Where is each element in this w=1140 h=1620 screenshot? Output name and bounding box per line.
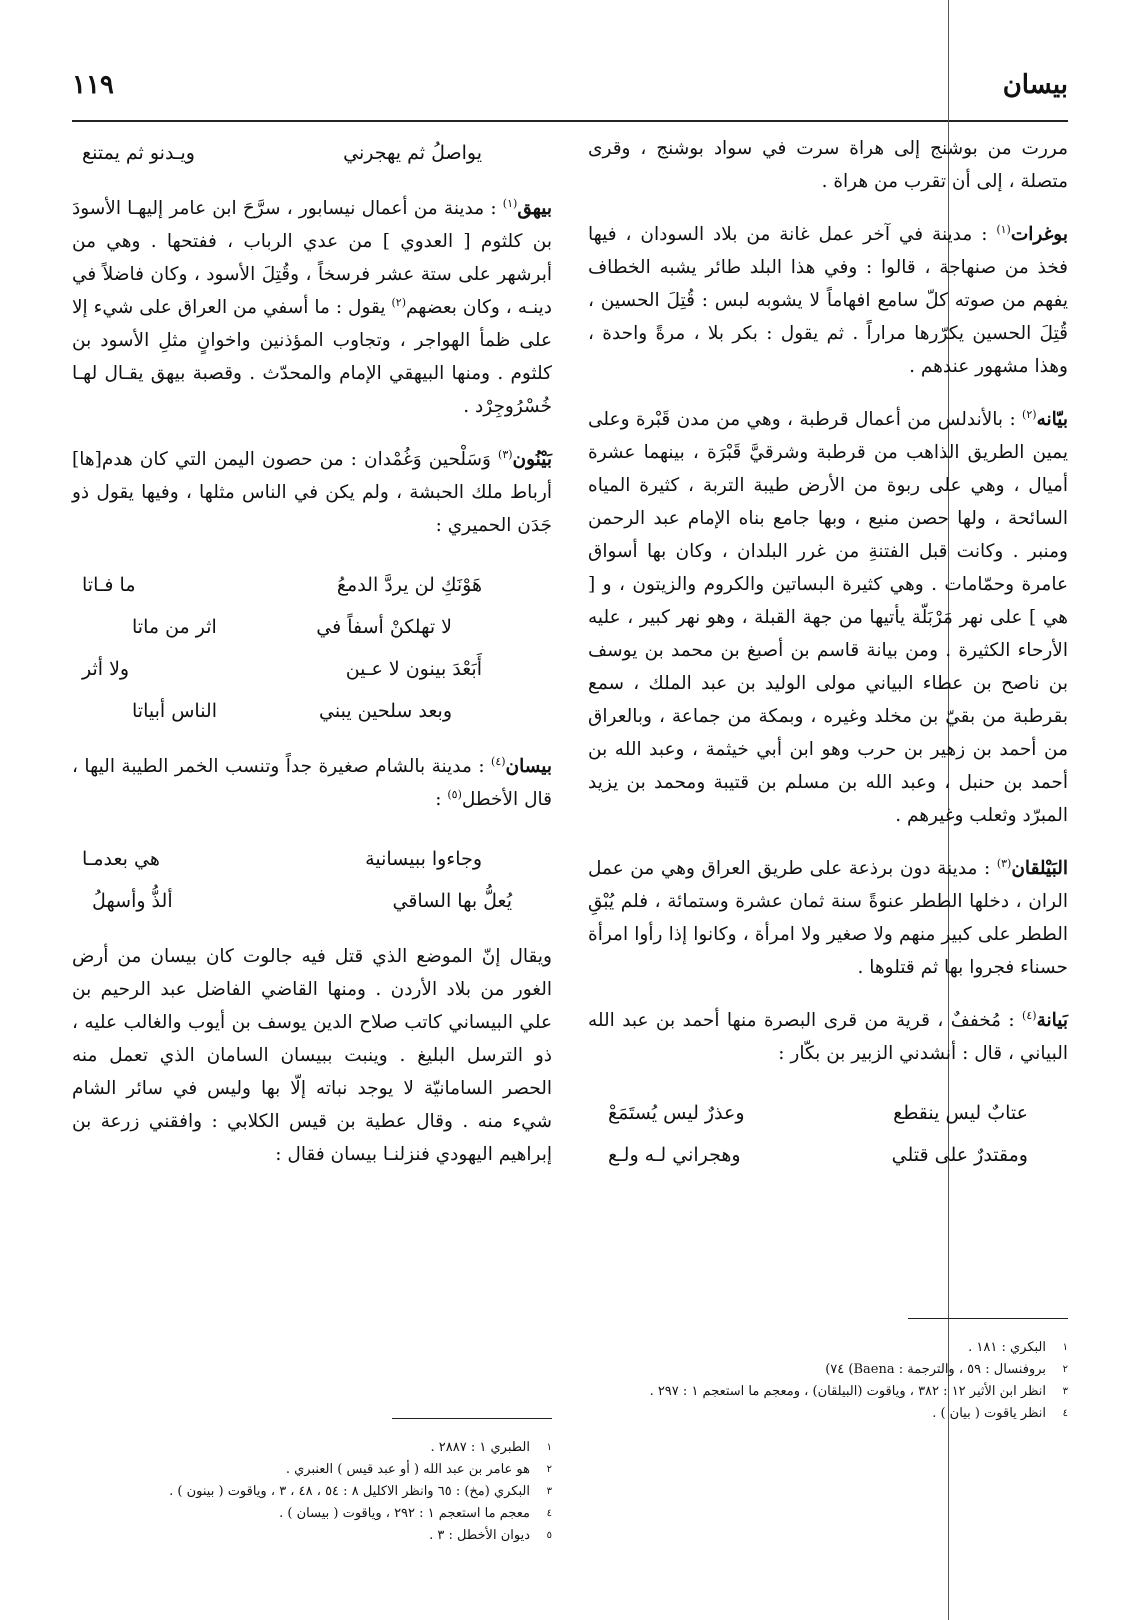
footnote-text: البكري : ١٨١ . [968, 1340, 1046, 1355]
footnote [72, 1503, 552, 1525]
hemistich: اثر من ماتا [132, 616, 217, 638]
footnote-number: ٢ [546, 1464, 552, 1475]
hemistich: ألذُّ وأسهلُ [92, 890, 173, 912]
verse-line [72, 690, 552, 732]
footnote-marker: (٣) [996, 856, 1012, 870]
hemistich: عتابٌ ليس ينقطع [893, 1102, 1028, 1124]
page-number: ١١٩ [72, 70, 114, 100]
header-rule [72, 120, 1068, 122]
entry-text: : بالأندلس من أعمال قرطبة ، وهي من مدن قَبْرة وعلى يمين الطريق الذاهب من قرطبة وشرقيَّ قَبْرَة ، بينهما عشرة أميال ، وهي على ربوة من الأرض طيبة التربة ، كثيرة المياه السائحة ، ولها حصن منيع ، وبها جامع بناه الإمام عبد الرحمن ومنبر . وكانت قبل الفتنةِ من غرر البلدان ، وكان بها أسواق عامرة وحمّامات . وهي كثيرة البساتين والكروم والزيتون ، و [ هي ] على نهر مَرْبَلّة يأتيها من جهة القبلة ، وهو نهر كبير ، عليه الأرحاء الكثيرة . ومن بيانة قاسم بن أصبغ بن محمد بن يوسف بن ناصح بن عطاء البياني مولى الوليد بن عبد الملك ، سمع بقرطبة من بقيّ بن مخلد وغيره ، وبمكة من جماعة ، وبالعراق من أحمد بن زهير بن حرب وهو ابن أبي خيثمة ، وعبد الله بن أحمد بن حنبل ، وعبد الله بن مسلم بن قتيبة ومحمد بن يزيد المبرّد وثعلب وغيرهم . [588, 409, 1068, 826]
hemistich: ما فـاتا [82, 574, 136, 596]
entry-text: : مدينة دون برذعة على طريق العراق وهي من عمل الران ، دخلها الططر عنوةً سنة ثمان عشرة وستمائة ، فلم يُبْقِ الططر على كبير منهم ولا صغير ولا امرأة ، وكانوا إذا رأوا امرأة حسناء فجروا بها ثم قتلوها . [588, 858, 1068, 978]
poem-verse [72, 132, 552, 174]
footnote-number: ٣ [546, 1486, 552, 1497]
hemistich: وجاءوا ببيسانية [365, 848, 482, 870]
footnote-number: ٥ [546, 1530, 552, 1541]
footnote-text: ديوان الأخطل : ٣ . [429, 1528, 530, 1543]
footnote [72, 1437, 552, 1459]
running-title: بيسان [1002, 70, 1068, 100]
poem-verse [588, 1092, 1068, 1176]
entry-bayyana [588, 403, 1068, 832]
hemistich: الناس أبياتا [132, 700, 217, 722]
footnote-text: معجم ما استعجم ١ : ٢٩٢ ، وياقوت ( بيسان ) . [279, 1506, 530, 1521]
entry-headword: بيهق [517, 198, 552, 219]
footnote [588, 1337, 1068, 1359]
entry-text: : مدينة بالشام صغيرة جداً وتنسب الخمر الطيبة اليها ، قال الأخطل [72, 756, 552, 810]
footnote [588, 1403, 1068, 1425]
footnote-number: ٤ [546, 1508, 552, 1519]
footnote-marker: (٥) [447, 787, 462, 801]
hemistich: هَوْنَكِ لن يردَّ الدمعُ [336, 574, 482, 596]
footnote-text: البكري (مخ) : ٦٥ وانظر الاكليل ٨ : ٥٤ ، ٤٨ ، ٣ ، وياقوت ( بينون ) . [169, 1484, 530, 1499]
hemistich: لا تهلكنْ أسفاً في [316, 616, 452, 638]
footnote-text: انظر ابن الأثير ١٢ : ٣٨٢ ، وياقوت (البيلقان) ، ومعجم ما استعجم ١ : ٢٩٧ . [649, 1384, 1046, 1399]
footnote-number: ١ [1062, 1342, 1068, 1353]
hemistich: هي بعدمـا [82, 848, 160, 870]
footnote-marker: (٢) [1022, 407, 1037, 421]
footnote-number: ٤ [1062, 1408, 1068, 1419]
footnote [72, 1525, 552, 1547]
footnote-marker: (٤) [1022, 1008, 1037, 1022]
footnote-number: ٣ [1062, 1386, 1068, 1397]
entry-text: وَسَلْحين وَغُمْدان : من حصون اليمن التي كان هدم[ها] أرباط ملك الحبشة ، ولم يكن في الناس مثلها ، وفيها يقول ذو جَدَن الحميري : [72, 449, 552, 536]
hemistich: يواصلُ ثم يهجرني [343, 142, 482, 164]
hemistich: وهجراني لـه ولـع [608, 1144, 741, 1166]
verse-line [72, 606, 552, 648]
paragraph-baysan-continued: ويقال إنّ الموضع الذي قتل فيه جالوت كان بيسان من أرض الغور من بلاد الأردن . ومنها القاضي الفاضل عبد الرحيم بن علي البيساني كاتب صلاح الدين يوسف بن أيوب والغالب عليه ، ذو الترسل البليغ . وينبت ببيسان السامان الذي تعمل منه الحصر السامانيّة لا يوجد نباته إلّا بها وليس في سائر الشام شيء منه . وقال عطية بن قيس الكلابي : وافقني زرعة بن إبراهيم اليهودي فنزلنـا بيسان فقال : [72, 946, 552, 1165]
verse-line [72, 132, 552, 174]
footnote-text: انظر ياقوت ( بيان ) . [932, 1406, 1046, 1421]
entry-bughrat [588, 218, 1068, 383]
entry-headword: بيّانه [1036, 409, 1068, 430]
entry-text: : مدينة من أعمال نيسابور ، سرَّحَ ابن عامر إليهـا الأسودَ بن كلثوم [ العدوي ] من عدي الرباب ، ففتحها . وهي من أبرشهر على ستة عشر فرسخاً ، وقُتِلَ الأسود ، وكان فاضلاً في دينـه ، وكان بعضهم [72, 198, 553, 318]
footnote-text: بروفنسال : ٥٩ ، والترجمة : Baena) ٧٤) [825, 1362, 1046, 1377]
entry-baynun [72, 443, 552, 542]
entry-text: : [435, 789, 448, 810]
footnote-text: الطبري ١ : ٢٨٨٧ . [430, 1440, 530, 1455]
entry-headword: بوغرات [1010, 224, 1068, 245]
hemistich: وبعد سلحين يبني [319, 700, 452, 722]
hemistich: ومقتدرٌ على قتلي [891, 1144, 1028, 1166]
hemistich: ولا أثر [82, 658, 130, 680]
entry-bayana [588, 1004, 1068, 1070]
footnote-marker: (٢) [391, 295, 406, 309]
entry-headword: البَيْلقان [1011, 858, 1068, 879]
footnote-marker: (١) [996, 222, 1011, 236]
footnote-rule [908, 1318, 1068, 1319]
footnote-rule [392, 1418, 552, 1419]
entry-baylaqan [588, 852, 1068, 984]
footnote [72, 1459, 552, 1481]
right-column [588, 132, 1068, 1194]
footnote [72, 1481, 552, 1503]
entry-headword: بيسان [505, 756, 552, 777]
entry-text: يقول : ما أسفي من العراق على شيء إلا على ظمأ الهواجر ، وتجاوب المؤذنين واخوانٍ مثلِ الأسود بن كلثوم . ومنها البيهقي الإمام والمحدّث . وقصبة بيهق يقـال لهـا خُسْرُوجِرْد . [72, 297, 552, 417]
hemistich: أَبَعْدَ بينون لا عـين [345, 658, 482, 680]
poem-verse [72, 564, 552, 732]
hemistich: وعذرٌ ليس يُستَمَعْ [608, 1102, 745, 1124]
footnote [588, 1359, 1068, 1381]
verse-line [72, 564, 552, 606]
footnote [588, 1381, 1068, 1403]
entry-headword: بَيانة [1036, 1010, 1068, 1031]
footnote-number: ٢ [1062, 1364, 1068, 1375]
poem-verse [72, 838, 552, 922]
verse-line [588, 1134, 1068, 1176]
footnote-marker: (٣) [498, 447, 513, 461]
footnote-text: هو عامر بن عبد الله ( أو عبد قيس ) العنبري . [285, 1462, 530, 1477]
footnote-number: ١ [546, 1442, 552, 1453]
verse-line [72, 838, 552, 880]
entry-bayhaq [72, 192, 552, 423]
entry-text: : مدينة في آخر عمل غانة من بلاد السودان ، فيها فخذ من صنهاجة ، قالوا : وفي هذا البلد طائر يشبه الخطاف يفهم من صوته كلّ سامع افهاماً لا يشوبه لبس : قُتِلَ الحسين ، قُتِلَ الحسين يكرّرها مراراً . ثم يقول : بكر بلا ، مرةً واحدة ، وهذا مشهور عندهم . [588, 224, 1068, 377]
hemistich: ويـدنو ثم يمتنع [82, 142, 195, 164]
footnote-marker: (٤) [491, 754, 506, 768]
verse-line [72, 648, 552, 690]
verse-line [72, 880, 552, 922]
page-header [72, 70, 1068, 104]
footnotes-left [72, 1418, 552, 1547]
footnote-marker: (١) [502, 196, 518, 210]
entry-baysan [72, 750, 552, 816]
left-column [72, 132, 552, 1191]
entry-headword: بَيْنُون [512, 449, 552, 470]
footnotes-right [588, 1318, 1068, 1425]
paragraph-continuation: مررت من بوشنج إلى هراة سرت في سواد بوشنج ، وقرى متصلة ، إلى أن تقرب من هراة . [588, 138, 1068, 192]
entry-text: : مُخففٌ ، قرية من قرى البصرة منها أحمد بن عبد الله البياني ، قال : أنشدني الزبير بن بكّار : [588, 1010, 1068, 1064]
verse-line [588, 1092, 1068, 1134]
hemistich: يُعلُّ بها الساقي [392, 890, 512, 912]
